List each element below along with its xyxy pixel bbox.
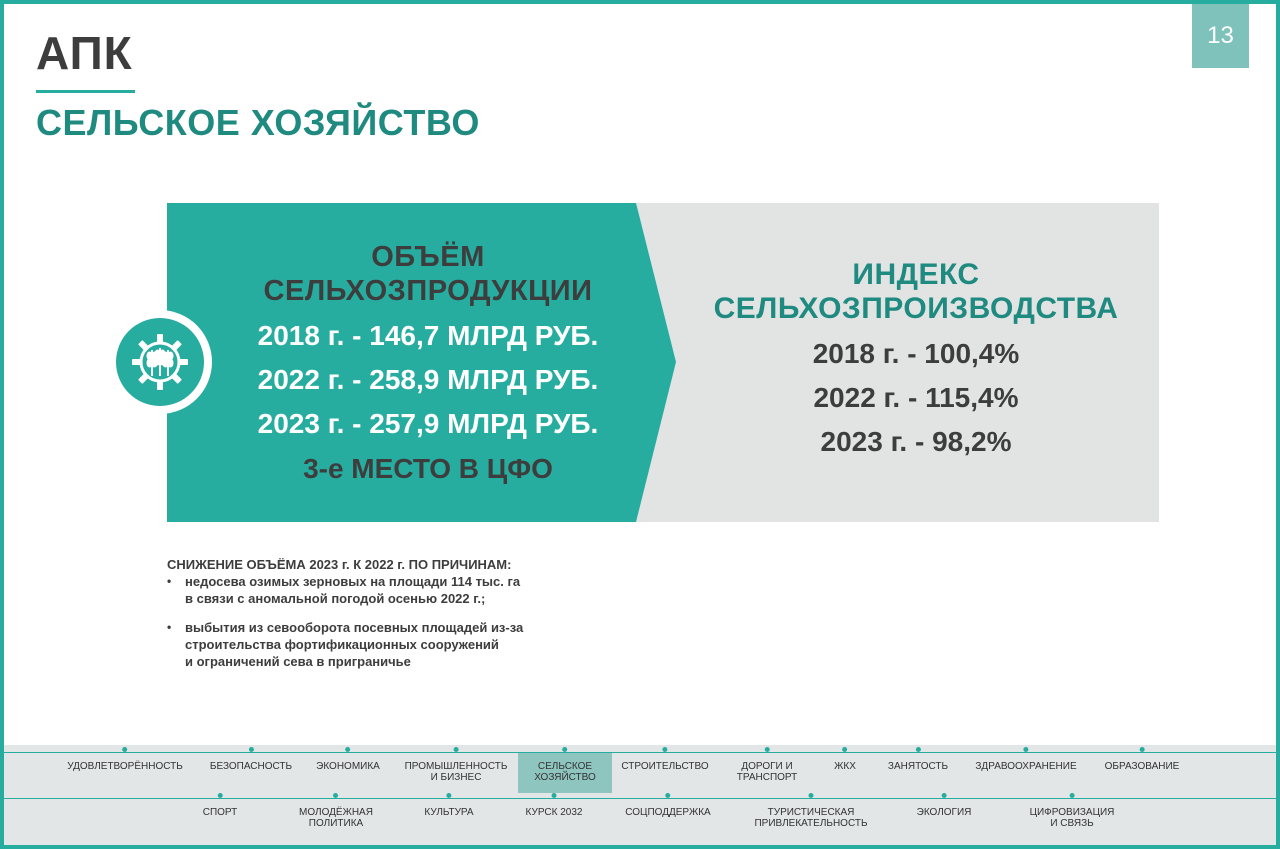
volume-value-2022: 2022 г. - 258,9 МЛРД РУБ. xyxy=(257,364,599,395)
decline-reasons-list xyxy=(167,573,607,670)
nav-label: ЭКОНОМИКА xyxy=(316,761,380,772)
volume-value-2023: 2023 г. - 257,9 МЛРД РУБ. xyxy=(257,408,599,439)
nav-label: ЗДРАВООХРАНЕНИЕ xyxy=(975,761,1077,772)
list-item-line: строительства фортификационных сооружений xyxy=(185,637,499,652)
nav-item-kursk-2032[interactable] xyxy=(526,807,583,818)
nav-item-roads[interactable] xyxy=(737,761,798,783)
list-item xyxy=(167,619,607,670)
volume-value-2018: 2018 г. - 146,7 МЛРД РУБ. xyxy=(257,320,599,351)
index-value-2018: 2018 г. - 100,4% xyxy=(812,338,1020,369)
heading-line: ОБЪЁМ xyxy=(371,241,485,273)
nav-item-healthcare[interactable] xyxy=(975,761,1076,772)
nav-item-industry[interactable] xyxy=(405,761,508,783)
list-item-line: и ограничений сева в приграничье xyxy=(185,654,411,669)
nav-line-top xyxy=(4,752,1276,753)
bullet: • xyxy=(167,620,172,634)
nav-label: СПОРТ xyxy=(202,807,238,818)
title-underline xyxy=(36,90,135,93)
nav-item-tourism[interactable] xyxy=(754,807,867,829)
list-item-line: выбытия из севооборота посевных площадей из-за xyxy=(185,620,524,635)
nav-item-employment[interactable] xyxy=(888,761,948,772)
nav-label: ЭКОЛОГИЯ xyxy=(916,807,972,818)
nav-label: СЕЛЬСКОЕ xyxy=(537,761,593,772)
index-value-2022: 2022 г. - 115,4% xyxy=(813,382,1019,413)
list-item-line: в связи с аномальной погодой осенью 2022 г.; xyxy=(185,591,486,606)
nav-label: КУРСК 2032 xyxy=(525,807,583,818)
page-number: 13 xyxy=(1192,4,1249,68)
nav-item-security[interactable] xyxy=(210,761,292,772)
nav-label: МОЛОДЁЖНАЯ xyxy=(299,807,373,818)
nav-dot xyxy=(765,747,770,752)
nav-item-housing[interactable] xyxy=(834,761,856,772)
nav-label: ХОЗЯЙСТВО xyxy=(534,772,596,783)
heading-line: СЕЛЬХОЗПРОИЗВОДСТВА xyxy=(713,292,1119,325)
nav-item-agriculture[interactable] xyxy=(534,761,596,783)
nav-item-social-support[interactable] xyxy=(625,807,710,818)
production-volume-heading xyxy=(200,240,656,308)
list-item xyxy=(167,573,607,607)
nav-label: КУЛЬТУРА xyxy=(424,807,474,818)
nav-label: ТУРИСТИЧЕСКАЯ xyxy=(767,807,855,818)
nav-item-education[interactable] xyxy=(1105,761,1180,772)
nav-line-bottom xyxy=(4,798,1276,799)
nav-label: ТРАНСПОРТ xyxy=(736,772,798,783)
nav-label: ЗАНЯТОСТЬ xyxy=(887,761,949,772)
nav-label: БЕЗОПАСНОСТЬ xyxy=(209,761,293,772)
nav-item-sport[interactable] xyxy=(203,807,238,818)
production-volume-block xyxy=(200,240,656,492)
nav-label: И БИЗНЕС xyxy=(430,772,482,783)
nav-dot xyxy=(808,793,813,798)
index-value-2023: 2023 г. - 98,2% xyxy=(820,426,1012,457)
nav-dot xyxy=(1139,747,1144,752)
nav-item-culture[interactable] xyxy=(424,807,473,818)
nav-label: ЦИФРОВИЗАЦИЯ xyxy=(1029,807,1115,818)
nav-dot xyxy=(218,793,223,798)
nav-label: ПОЛИТИКА xyxy=(308,818,364,829)
nav-label: И СВЯЗЬ xyxy=(1050,818,1094,829)
nav-label: ДОРОГИ И xyxy=(741,761,793,772)
nav-dot xyxy=(551,793,556,798)
nav-item-ecology[interactable] xyxy=(917,807,972,818)
nav-item-digitalization[interactable] xyxy=(1030,807,1115,829)
nav-label: ПРИВЛЕКАТЕЛЬНОСТЬ xyxy=(754,818,868,829)
nav-label: ОБРАЗОВАНИЕ xyxy=(1104,761,1180,772)
nav-dot xyxy=(248,747,253,752)
nav-dot xyxy=(454,747,459,752)
nav-dot xyxy=(916,747,921,752)
production-index-block xyxy=(676,258,1156,464)
heading-line: СЕЛЬХОЗПРОДУКЦИИ xyxy=(263,275,593,307)
production-index-heading xyxy=(676,258,1156,326)
nav-label: ПРОМЫШЛЕННОСТЬ xyxy=(404,761,508,772)
heading-line: ИНДЕКС xyxy=(852,258,980,291)
nav-item-construction[interactable] xyxy=(621,761,708,772)
decline-reasons xyxy=(167,556,607,670)
nav-dot xyxy=(1069,793,1074,798)
decline-reasons-title: СНИЖЕНИЕ ОБЪЁМА 2023 г. К 2022 г. ПО ПРИЧИНАМ: xyxy=(167,557,512,572)
nav-dot xyxy=(941,793,946,798)
page-title: АПК xyxy=(36,27,133,79)
page-subtitle: СЕЛЬСКОЕ ХОЗЯЙСТВО xyxy=(36,102,480,143)
nav-item-youth-policy[interactable] xyxy=(299,807,373,829)
section-nav xyxy=(4,745,1276,845)
nav-label: УДОВЛЕТВОРЁННОСТЬ xyxy=(67,761,183,772)
nav-item-economy[interactable] xyxy=(316,761,380,772)
nav-label: ЖКХ xyxy=(834,761,856,772)
gear-wheat-icon xyxy=(116,318,204,406)
list-item-line: недосева озимых зерновых на площади 114 тыс. га xyxy=(185,574,521,589)
cfd-rank: 3-е МЕСТО В ЦФО xyxy=(303,453,553,484)
nav-label: СТРОИТЕЛЬСТВО xyxy=(621,761,709,772)
nav-label: СОЦПОДДЕРЖКА xyxy=(625,807,711,818)
nav-item-satisfaction[interactable] xyxy=(67,761,183,772)
bullet: • xyxy=(167,574,172,588)
